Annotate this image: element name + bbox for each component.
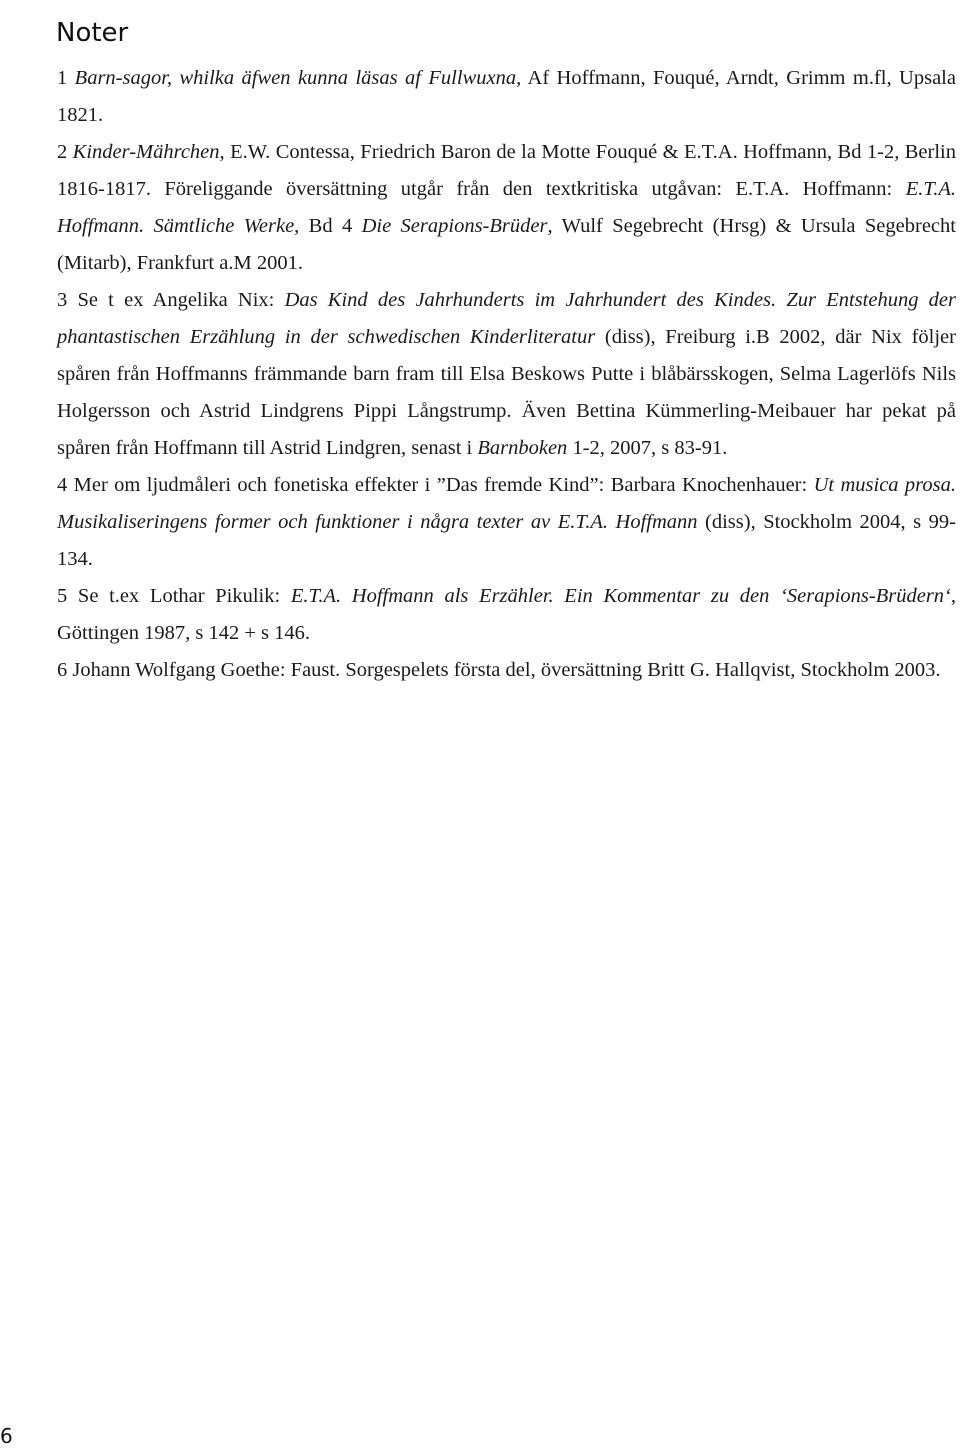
footnote bbox=[57, 60, 956, 134]
footnote-italic-text: Die Serapions-Brüder bbox=[361, 215, 548, 237]
footnote-text: Se t ex Angelika Nix: bbox=[77, 289, 285, 311]
footnote bbox=[57, 282, 956, 467]
notes-list bbox=[57, 60, 956, 689]
footnote-number: 2 bbox=[57, 141, 68, 163]
footnote-italic-text: Barn-sagor, whilka äfwen kunna läsas af Fullwuxna, bbox=[74, 67, 522, 89]
footnote bbox=[57, 578, 956, 652]
footnote-number: 3 bbox=[57, 289, 68, 311]
footnote bbox=[57, 467, 956, 578]
footnote-italic-text: Ut musica prosa. Musikaliseringens former och funktioner i några texter av E.T.A. Hoffmann bbox=[57, 474, 956, 533]
footnote-italic-text: E.T.A. Hoffmann. Sämtliche Werke bbox=[57, 178, 956, 237]
footnote-text: Af Hoffmann, Fouqué, Arndt, Grimm m.fl, Upsala 1821. bbox=[57, 67, 956, 126]
page-title: Noter bbox=[56, 18, 129, 49]
footnote-italic-text: E.T.A. Hoffmann als Erzähler. Ein Kommentar zu den ‘Serapions-Brüdern‘ bbox=[290, 585, 951, 607]
footnote bbox=[57, 134, 956, 282]
footnote-number: 6 bbox=[57, 659, 68, 681]
footnote-text: (diss), Freiburg i.B 2002, där Nix följer spåren från Hoffmanns främmande barn fram till Elsa Beskows Putte i blåbärsskogen, Selma Lagerlöfs Nils Holgersson och Astrid Lindgrens Pippi Långstrump. Även Bettina Kümmerling-Meibauer har pekat på spåren från Hoffmann till Astrid Lindgren, senast i bbox=[57, 326, 956, 459]
footnote-text: Se t.ex Lothar Pikulik: bbox=[77, 585, 291, 607]
footnote-text: 1-2, 2007, s 83-91. bbox=[567, 437, 728, 459]
footnote-text: Mer om ljudmåleri och fonetiska effekter i ”Das fremde Kind”: Barbara Knochenhauer: bbox=[73, 474, 814, 496]
footnote-text: (diss), Stockholm 2004, s 99-134. bbox=[57, 511, 956, 570]
footnote-number: 5 bbox=[57, 585, 68, 607]
footnote-number: 1 bbox=[57, 67, 68, 89]
footnote-text: , Bd 4 bbox=[294, 215, 362, 237]
footnote-text: Johann Wolfgang Goethe: Faust. Sorgespelets första del, översättning Britt G. Hallqvist, Stockholm 2003. bbox=[72, 659, 941, 681]
footnote-text: , Wulf Segebrecht (Hrsg) & Ursula Segebrecht (Mitarb), Frankfurt a.M 2001. bbox=[57, 215, 956, 274]
footnote-italic-text: Barnboken bbox=[477, 437, 568, 459]
footnote-number: 4 bbox=[57, 474, 68, 496]
footnote-italic-text: Kinder-Mährchen, bbox=[72, 141, 225, 163]
page-number: 6 bbox=[0, 1424, 13, 1448]
footnote-text: E.W. Contessa, Friedrich Baron de la Motte Fouqué & E.T.A. Hoffmann, Bd 1-2, Berlin 1816-1817. Föreliggande översättning utgår från den textkritiska utgåvan: E.T.A. Hoffmann: bbox=[57, 141, 956, 200]
footnote bbox=[57, 652, 956, 689]
footnote-text: , Göttingen 1987, s 142 + s 146. bbox=[57, 585, 957, 644]
footnote-italic-text: Das Kind des Jahrhunderts im Jahrhundert des Kindes. Zur Entstehung der phantastischen Erzählung in der schwedischen Kinderliteratur bbox=[57, 289, 956, 348]
